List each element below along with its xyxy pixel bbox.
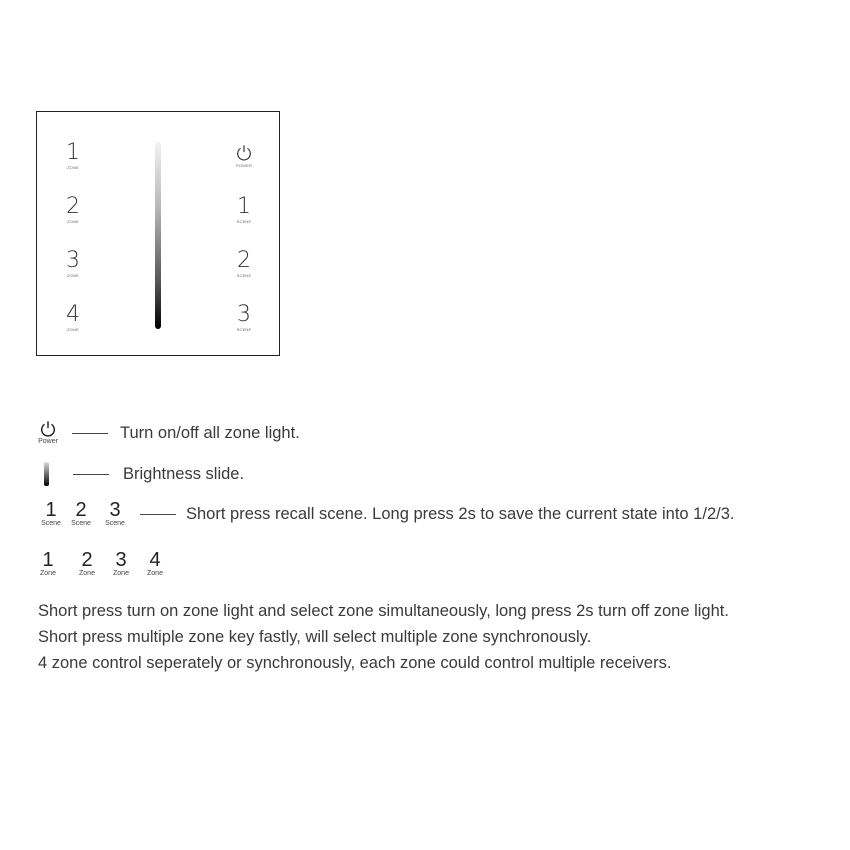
- note-line: 4 zone control seperately or synchronously, each zone could control multiple receivers.: [38, 654, 672, 672]
- legend-zone-3: [104, 550, 138, 578]
- legend-scene-2: [64, 500, 98, 528]
- zone-label: Zone: [147, 570, 163, 577]
- scene-2-button[interactable]: [224, 250, 264, 278]
- legend-zone-4: [138, 550, 172, 578]
- scene-number: 2: [237, 248, 251, 273]
- zone-4-button[interactable]: [53, 304, 93, 332]
- legend-zone-2: [70, 550, 104, 578]
- legend-scene-1: [38, 500, 64, 528]
- zone-number: 1: [42, 549, 54, 571]
- legend-scene-3: [98, 500, 132, 528]
- scene-label: SCENE: [236, 273, 252, 278]
- scene-number: 3: [109, 499, 121, 521]
- scene-label: Scene: [41, 520, 61, 527]
- legend-power-symbol: [36, 420, 60, 446]
- zone-label: Zone: [113, 570, 129, 577]
- scene-number: 2: [75, 499, 87, 521]
- zone-label: ZONE: [67, 273, 79, 278]
- zone-number: 1: [66, 140, 80, 165]
- legend-scene-desc: Short press recall scene. Long press 2s to save the current state into 1/2/3.: [186, 504, 735, 523]
- remote-panel: [36, 111, 280, 356]
- scene-3-button[interactable]: [224, 304, 264, 332]
- power-label: POWER: [235, 163, 253, 168]
- scene-1-button[interactable]: [224, 196, 264, 224]
- power-icon: [235, 144, 253, 162]
- scene-label: SCENE: [236, 327, 252, 332]
- zone-label: ZONE: [67, 165, 79, 170]
- notes-paragraph: [38, 598, 729, 676]
- legend-power-desc: Turn on/off all zone light.: [120, 423, 300, 442]
- connector-line: [140, 514, 176, 515]
- zone-label: Zone: [40, 570, 56, 577]
- scene-number: 1: [237, 194, 251, 219]
- zone-number: 2: [81, 549, 93, 571]
- legend-brightness-row: [44, 462, 244, 486]
- zone-number: 4: [66, 302, 80, 327]
- power-icon: [39, 420, 57, 438]
- note-line: Short press multiple zone key fastly, will select multiple zone synchronously.: [38, 628, 592, 646]
- brightness-bar-icon: [44, 462, 49, 486]
- zone-number: 2: [66, 194, 80, 219]
- zone-2-button[interactable]: [53, 196, 93, 224]
- scene-label: Scene: [71, 520, 91, 527]
- legend-power-row: [36, 420, 300, 446]
- legend-power-label: Power: [38, 438, 58, 445]
- scene-number: 1: [45, 499, 57, 521]
- zone-label: ZONE: [67, 219, 79, 224]
- zone-number: 4: [149, 549, 161, 571]
- brightness-slider[interactable]: [155, 142, 161, 329]
- note-line: Short press turn on zone light and select zone simultaneously, long press 2s turn off zone light.: [38, 602, 729, 620]
- scene-label: SCENE: [236, 219, 252, 224]
- power-button[interactable]: [224, 144, 264, 168]
- legend-brightness-desc: Brightness slide.: [123, 464, 245, 483]
- legend-zone-1: [38, 550, 58, 578]
- connector-line: [73, 474, 109, 475]
- zone-1-button[interactable]: [53, 142, 93, 170]
- legend-scene-row: [38, 500, 734, 528]
- scene-number: 3: [237, 302, 251, 327]
- zone-label: ZONE: [67, 327, 79, 332]
- connector-line: [72, 433, 108, 434]
- scene-label: Scene: [105, 520, 125, 527]
- zone-number: 3: [115, 549, 127, 571]
- zone-label: Zone: [79, 570, 95, 577]
- zone-3-button[interactable]: [53, 250, 93, 278]
- zone-number: 3: [66, 248, 80, 273]
- legend-zone-row: [38, 550, 172, 578]
